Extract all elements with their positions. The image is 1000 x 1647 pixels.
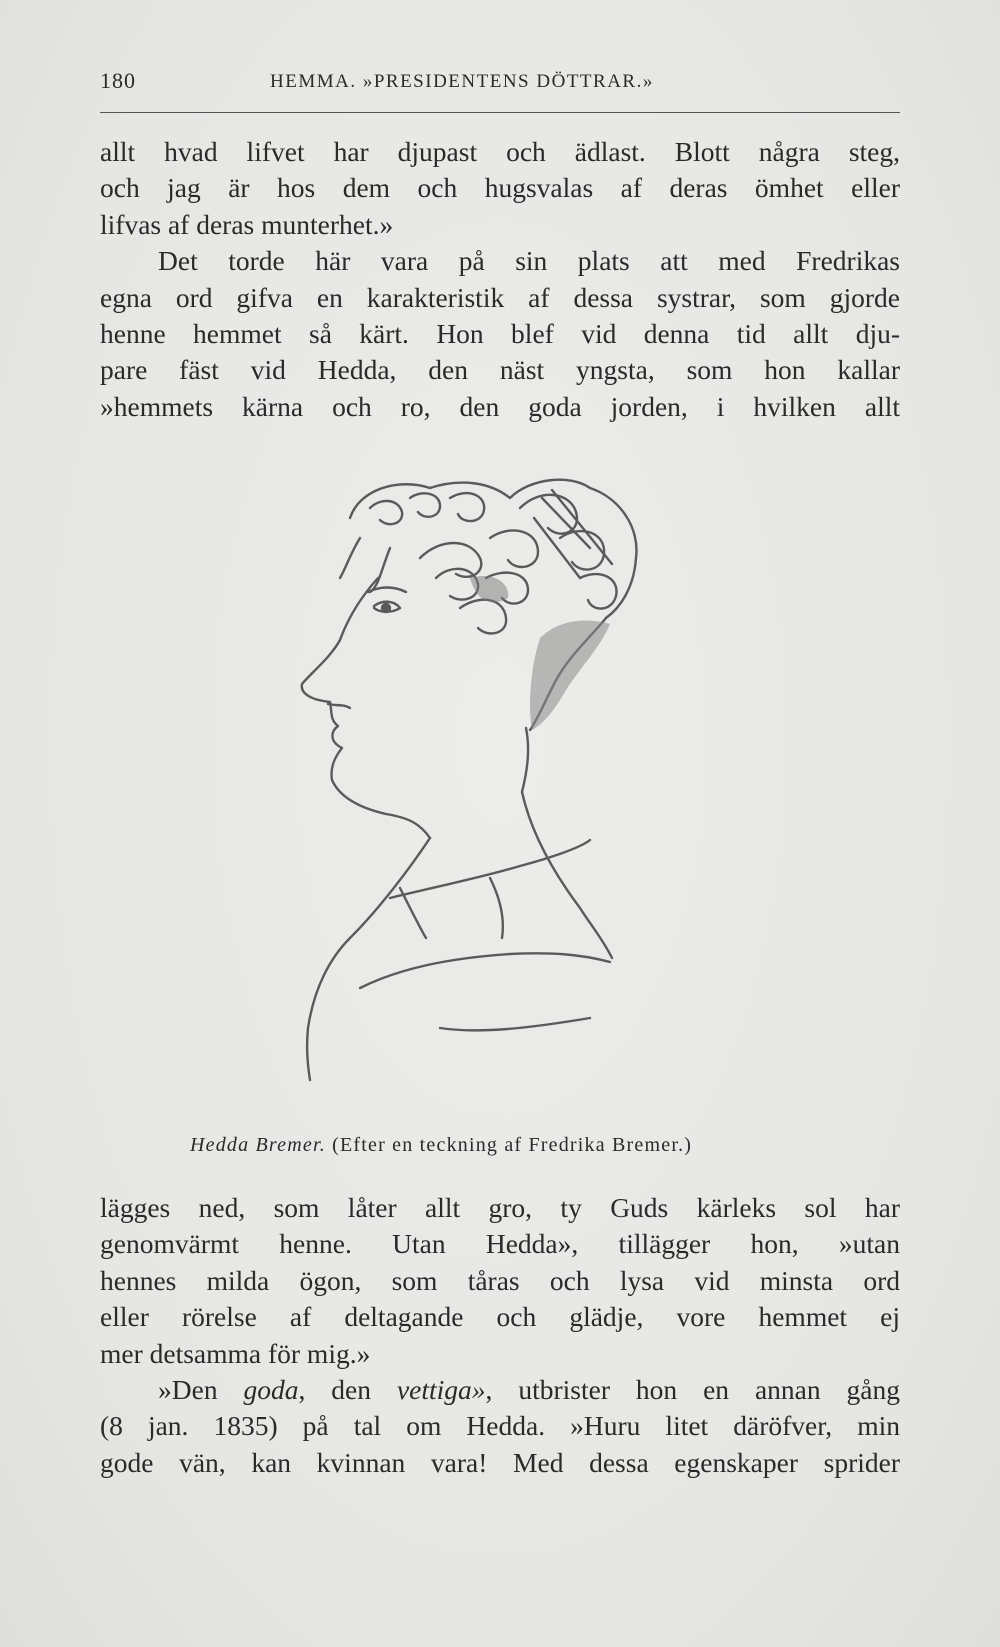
text-line: »hemmets kärna och ro, den goda jorden, i hvilken allt — [100, 390, 900, 422]
text-line: henne hemmet så kärt. Hon blef vid denna tid allt dju- — [100, 318, 900, 350]
running-head: HEMMA. »PRESIDENTENS DÖTTRAR.» — [270, 71, 654, 92]
text-line: »Den goda, den vettiga», utbrister hon en annan gång — [158, 1374, 900, 1406]
body-text-bottom — [100, 1190, 900, 1481]
text-line: Det torde här vara på sin plats att med Fredrikas — [158, 245, 900, 277]
text-line: och jag är hos dem och hugsvalas af deras ömhet eller — [100, 172, 900, 204]
text-line: gode vän, kan kvinnan vara! Med dessa egenskaper sprider — [100, 1446, 900, 1478]
header-rule — [100, 112, 900, 113]
body-text-top — [100, 134, 900, 425]
caption-source: (Efter en teckning af Fredrika Bremer.) — [332, 1134, 693, 1156]
page-number: 180 — [100, 68, 136, 93]
page-header — [100, 68, 900, 108]
text-line: pare fäst vid Hedda, den näst yngsta, som hon kallar — [100, 354, 900, 386]
text-line: eller rörelse af deltagande och glädje, vore hemmet ej — [100, 1301, 900, 1333]
text-line: allt hvad lifvet har djupast och ädlast. Blott några steg, — [100, 136, 900, 167]
figure-caption — [190, 1134, 890, 1157]
caption-name: Hedda Bremer. — [190, 1134, 326, 1156]
text-line: (8 jan. 1835) på tal om Hedda. »Huru litet däröfver, min — [100, 1410, 900, 1442]
text-line: egna ord gifva en karakteristik af dessa systrar, som gjorde — [100, 281, 900, 313]
text-line: mer detsamma för mig.» — [100, 1337, 371, 1369]
portrait-drawing — [290, 468, 690, 1108]
text-line: lifvas af deras munterhet.» — [100, 208, 394, 240]
text-line: genomvärmt henne. Utan Hedda», tillägger hon, »utan — [100, 1228, 900, 1260]
text-line: hennes milda ögon, som tåras och lysa vid minsta ord — [100, 1264, 900, 1296]
text-line: lägges ned, som låter allt gro, ty Guds kärleks sol har — [100, 1192, 900, 1223]
